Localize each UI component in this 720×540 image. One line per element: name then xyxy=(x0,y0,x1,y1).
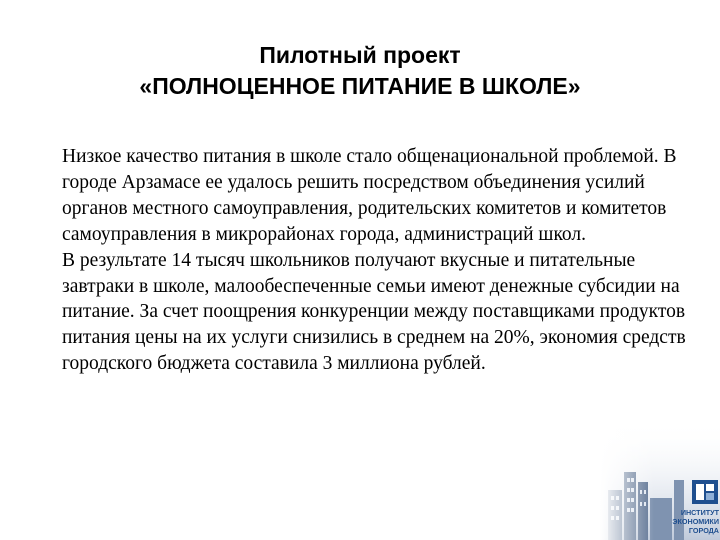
institute-logo-icon xyxy=(600,420,720,540)
slide-title xyxy=(40,40,680,102)
title-line-1: Пилотный проект xyxy=(259,42,461,68)
logo-text-line-2: ЭКОНОМИКИ xyxy=(672,517,719,526)
body-paragraph-1: Низкое качество питания в школе стало общенациональной проблемой. В городе Арзамасе ее удалось решить посредством объединения усилий органов местного самоуправления, родительских комитетов и комитетов самоуправления в микрорайонах города, администраций школ. xyxy=(62,146,677,245)
title-line-2: «ПОЛНОЦЕННОЕ ПИТАНИЕ В ШКОЛЕ» xyxy=(139,73,581,99)
logo-text-line-1: ИНСТИТУТ xyxy=(680,508,719,517)
slide-body xyxy=(62,144,692,377)
logo-text-line-3: ГОРОДА xyxy=(688,526,719,535)
body-paragraph-2: В результате 14 тысяч школьников получают вкусные и питательные завтраки в школе, малообеспеченные семьи имеют денежные субсидии на питание. За счет поощрения конкуренции между поставщиками продуктов питания цены на их услуги снизились в среднем на 20%, экономия средств городского бюджета составила 3 миллиона рублей. xyxy=(62,249,686,375)
